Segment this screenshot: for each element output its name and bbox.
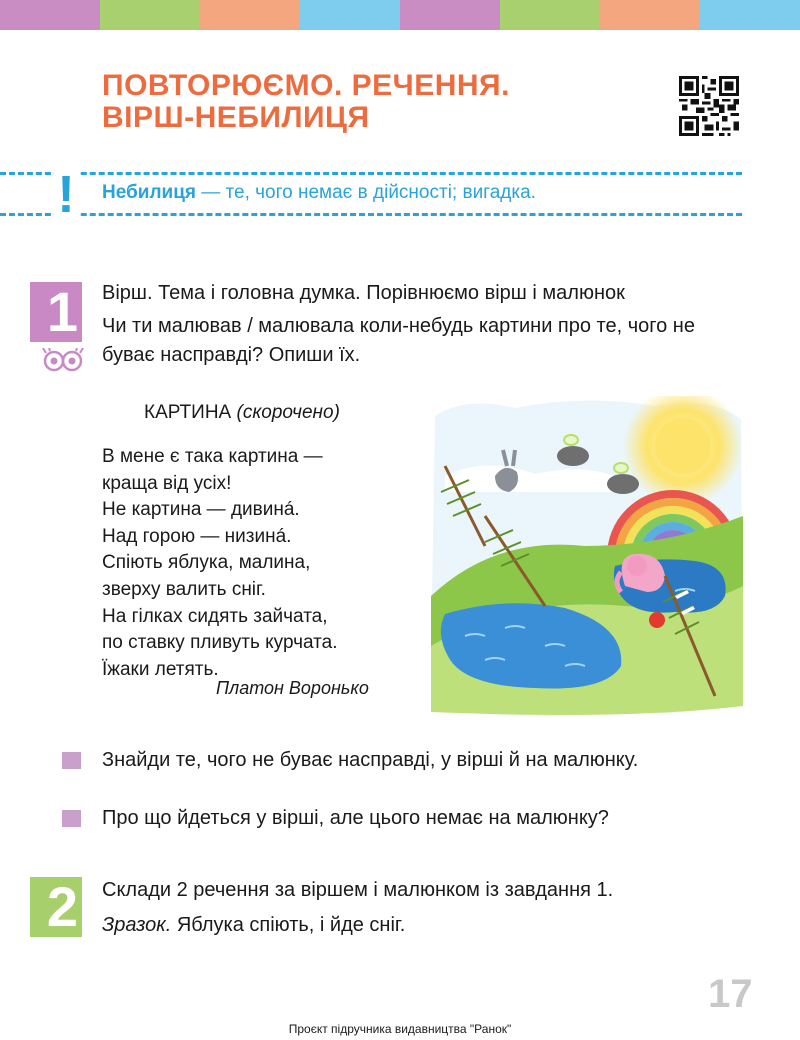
color-stripes: [0, 0, 800, 30]
exclamation-icon: !: [54, 170, 78, 220]
task2-text: Склади 2 речення за віршем і малюнком із завдання 1.: [102, 879, 614, 901]
stripe: [500, 0, 600, 30]
stripe: [400, 0, 500, 30]
task1-bullet-question: Знайди те, чого не буває насправді, у вірші й на малюнку.: [102, 749, 639, 771]
definition-term: Небилиця: [102, 182, 196, 203]
bullet-square: [62, 752, 81, 769]
stripe: [300, 0, 400, 30]
poem-title: [144, 402, 340, 424]
poem-line: На гілках сидять зайчата,: [102, 605, 328, 627]
task2-example-label: Зразок.: [102, 914, 172, 936]
poem-line: зверху валить сніг.: [102, 578, 266, 600]
task1-question: Чи ти малював / малювала коли-небудь картини про те, чого не буває насправді? Опиши їх.: [102, 315, 695, 366]
poem-text: [102, 444, 337, 683]
stripe: [200, 0, 300, 30]
poem-line: Не картина — дивинá.: [102, 499, 300, 521]
stripe: [0, 0, 100, 30]
task1-bullet-question: Про що йдеться у вірші, але цього немає на малюнку?: [102, 807, 609, 829]
poem-line: Спіють яблука, малина,: [102, 552, 311, 574]
bullet-square: [62, 810, 81, 827]
poem-title-note: (скорочено): [236, 402, 340, 423]
page-number: 17: [708, 972, 753, 1016]
task-number-1: 1: [30, 282, 82, 342]
definition-text: [102, 182, 536, 204]
poem-author: Платон Воронько: [216, 678, 369, 698]
dashed-line: [0, 172, 742, 175]
definition-rest: — те, чого немає в дійсності; вигадка.: [195, 182, 536, 203]
task2-example: [102, 910, 742, 940]
task-number-2: 2: [30, 877, 82, 937]
page-title-line: ПОВТОРЮЄМО. РЕЧЕННЯ.: [102, 69, 510, 102]
stripe: [100, 0, 200, 30]
poem-illustration: [425, 396, 747, 720]
stripe: [600, 0, 700, 30]
poem-line: по ставку пливуть курчата.: [102, 632, 338, 654]
dashed-line: [0, 213, 742, 216]
qr-code-icon[interactable]: [679, 76, 739, 136]
poem-line: В мене є така картина —: [102, 446, 323, 467]
stripe: [700, 0, 800, 30]
page-title-line: ВІРШ-НЕБИЛИЦЯ: [102, 101, 370, 134]
poem-title-text: КАРТИНА: [144, 402, 232, 423]
task1-heading: Вірш. Тема і головна думка. Порівнюємо вірш і малюнок: [102, 282, 625, 304]
poem-line: Їжаки летять.: [102, 658, 219, 680]
task2-example-text: Яблука спіють, і йде сніг.: [171, 914, 406, 936]
poem-line: Над горою — низинá.: [102, 525, 292, 547]
definition-box: [0, 166, 742, 224]
footer-text: Проєкт підручника видавництва "Ранок": [288, 1022, 512, 1036]
page-title: [102, 70, 662, 134]
owl-eyes-icon: [40, 348, 86, 372]
poem-line: краща від усіх!: [102, 472, 232, 494]
